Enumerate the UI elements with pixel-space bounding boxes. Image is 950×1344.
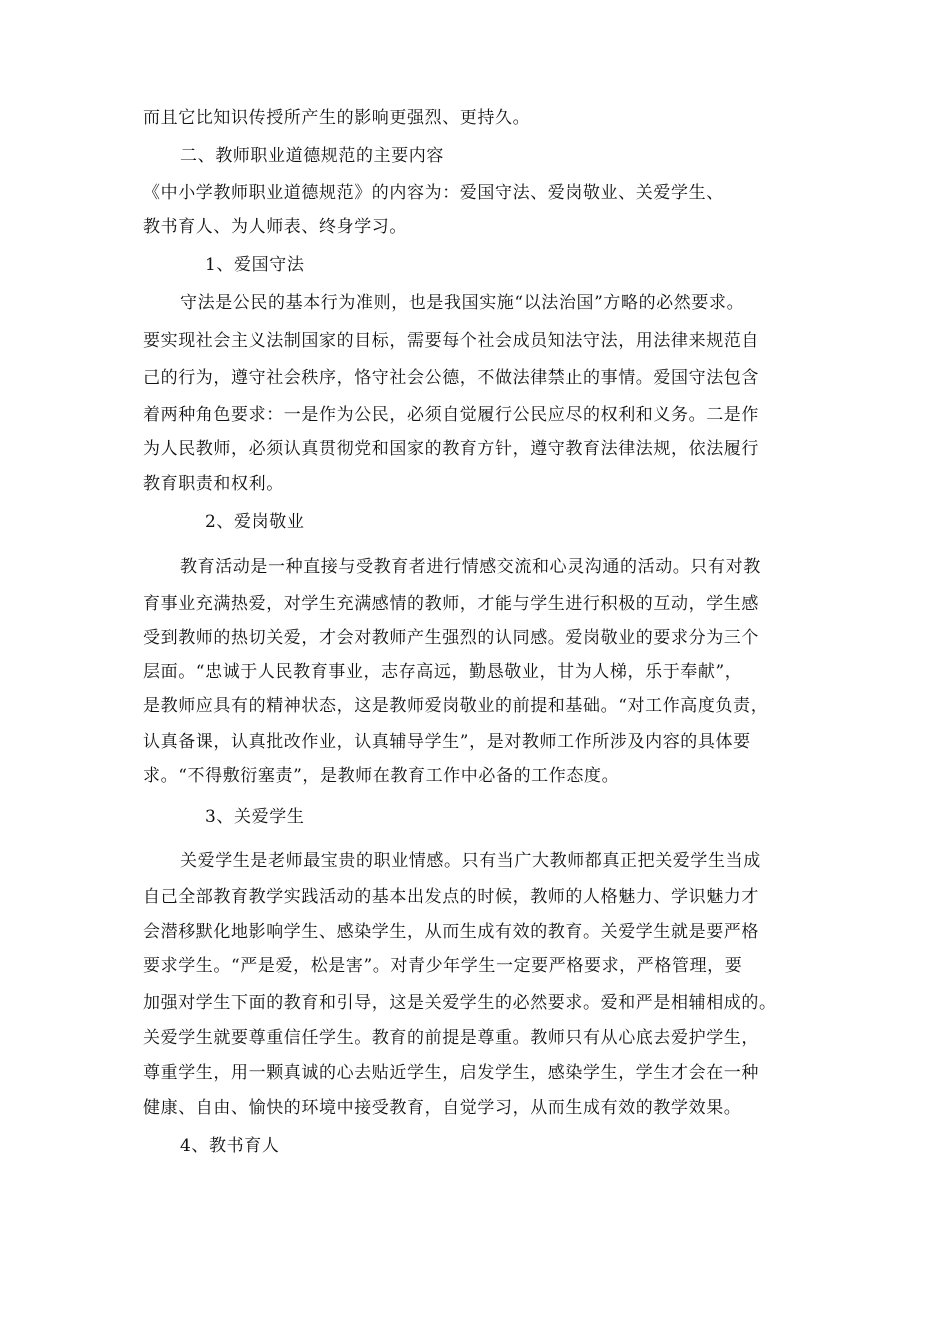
paragraph-line: 要求学生。“严是爱，松是害”。对青少年学生一定要严格要求，严格管理，要 xyxy=(143,956,743,976)
section-heading: 二、教师职业道德规范的主要内容 xyxy=(180,146,444,166)
paragraph-line: 守法是公民的基本行为准则，也是我国实施“以法治国”方略的必然要求。 xyxy=(180,293,745,313)
paragraph-line: 健康、自由、愉快的环境中接受教育，自觉学习，从而生成有效的教学效果。 xyxy=(143,1098,742,1118)
paragraph-line: 己的行为，遵守社会秩序，恪守社会公德，不做法律禁止的事情。爱国守法包含 xyxy=(143,368,759,388)
intro-line: 而且它比知识传授所产生的影响更强烈、更持久。 xyxy=(143,108,531,128)
paragraph-line: 关爱学生就要尊重信任学生。教育的前提是尊重。教师只有从心底去爱护学生， xyxy=(143,1028,759,1048)
paragraph-line: 加强对学生下面的教育和引导，这是关爱学生的必然要求。爱和严是相辅相成的。 xyxy=(143,993,777,1013)
paragraph-line: 为人民教师，必须认真贯彻党和国家的教育方针，遵守教育法律法规，依法履行 xyxy=(143,439,759,459)
summary-line: 教书育人、为人师表、终身学习。 xyxy=(143,217,407,237)
paragraph-line: 认真备课，认真批改作业，认真辅导学生”，是对教师工作所涉及内容的具体要 xyxy=(143,732,751,752)
paragraph-line: 自己全部教育教学实践活动的基本出发点的时候，教师的人格魅力、学识魅力才 xyxy=(143,887,759,907)
paragraph-line: 要实现社会主义法制国家的目标，需要每个社会成员知法守法，用法律来规范自 xyxy=(143,331,759,351)
paragraph-line: 教育职责和权利。 xyxy=(143,474,284,494)
subsection-heading: 2、爱岗敬业 xyxy=(205,512,305,532)
subsection-heading: 1、爱国守法 xyxy=(205,255,305,275)
summary-line: 《中小学教师职业道德规范》的内容为：爱国守法、爱岗敬业、关爱学生、 xyxy=(143,183,724,203)
paragraph-line: 是教师应具有的精神状态，这是教师爱岗敬业的前提和基础。“对工作高度负责， xyxy=(143,696,769,716)
paragraph-line: 关爱学生是老师最宝贵的职业情感。只有当广大教师都真正把关爱学生当成 xyxy=(180,851,761,871)
paragraph-line: 受到教师的热切关爱，才会对教师产生强烈的认同感。爱岗敬业的要求分为三个 xyxy=(143,628,759,648)
paragraph-line: 尊重学生，用一颗真诚的心去贴近学生，启发学生，感染学生，学生才会在一种 xyxy=(143,1063,759,1083)
paragraph-line: 会潜移默化地影响学生、感染学生，从而生成有效的教育。关爱学生就是要严格 xyxy=(143,922,759,942)
paragraph-line: 育事业充满热爱，对学生充满感情的教师，才能与学生进行积极的互动，学生感 xyxy=(143,594,759,614)
paragraph-line: 教育活动是一种直接与受教育者进行情感交流和心灵沟通的活动。只有对教 xyxy=(180,557,761,577)
subsection-heading: 4、教书育人 xyxy=(180,1136,280,1156)
subsection-heading: 3、关爱学生 xyxy=(205,807,305,827)
paragraph-line: 求。“不得敷衍塞责”，是教师在教育工作中必备的工作态度。 xyxy=(143,766,620,786)
paragraph-line: 着两种角色要求：一是作为公民，必须自觉履行公民应尽的权利和义务。二是作 xyxy=(143,405,759,425)
paragraph-line: 层面。“忠诚于人民教育事业，志存高远，勤恳敬业，甘为人梯，乐于奉献”， xyxy=(143,662,743,682)
